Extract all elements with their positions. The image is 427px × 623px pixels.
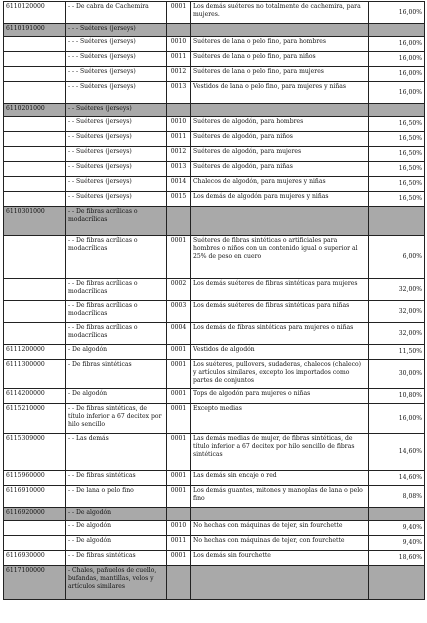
detail-description-cell: Los demás suéteres de fibras sintéticas para niñas [191,301,369,323]
rate-cell: 9,40% [369,521,425,536]
table-heading-row [4,566,425,600]
tariff-code-cell: 6116910000 [4,486,66,508]
rate-cell: 16,00% [369,404,425,434]
description-cell: - - De algodón [66,521,167,536]
description-cell: - - Suéteres (jerseys) [66,117,167,132]
table-row [4,2,425,24]
description-cell: - De fibras sintéticas [66,360,167,389]
tariff-code-cell [4,37,66,52]
rate-cell [369,24,425,37]
table-row [4,360,425,389]
description-cell: - - De fibras acrílicas o modacrílicas [66,207,167,236]
unit-code-cell: 0001 [167,486,191,508]
rate-cell: 18,60% [369,551,425,566]
unit-code-cell [167,104,191,117]
unit-code-cell: 0004 [167,323,191,345]
unit-code-cell: 0011 [167,536,191,551]
table-row [4,521,425,536]
unit-code-cell: 0003 [167,301,191,323]
description-cell: - - De lana o pelo fino [66,486,167,508]
tariff-code-cell [4,52,66,67]
rate-cell: 8,08% [369,486,425,508]
tariff-code-cell: 6117100000 [4,566,66,600]
description-cell: - - Las demás [66,434,167,471]
tariff-table [3,1,425,600]
tariff-code-cell [4,536,66,551]
table-row [4,132,425,147]
description-cell: - - De fibras acrílicas o modacrílicas [66,301,167,323]
table-row [4,536,425,551]
unit-code-cell [167,207,191,236]
unit-code-cell [167,508,191,521]
rate-cell: 10,80% [369,389,425,404]
unit-code-cell: 0010 [167,117,191,132]
table-row [4,323,425,345]
unit-code-cell: 0002 [167,279,191,301]
table-row [4,404,425,434]
rate-cell: 16,00% [369,67,425,82]
description-cell: - De algodón [66,389,167,404]
tariff-code-cell [4,132,66,147]
table-row [4,192,425,207]
description-cell: - - De cabra de Cachemira [66,2,167,24]
rate-cell: 14,60% [369,434,425,471]
tariff-code-cell: 6115309000 [4,434,66,471]
table-row [4,177,425,192]
table-heading-row [4,104,425,117]
detail-description-cell: Excepto medias [191,404,369,434]
unit-code-cell: 0013 [167,82,191,104]
description-cell: - - Suéteres (jerseys) [66,147,167,162]
table-row [4,162,425,177]
rate-cell: 16,50% [369,192,425,207]
description-cell: - - De algodón [66,508,167,521]
table-row [4,117,425,132]
tariff-code-cell: 6110191000 [4,24,66,37]
unit-code-cell: 0011 [167,132,191,147]
tariff-table-body [4,2,425,600]
tariff-code-cell [4,236,66,279]
tariff-code-cell [4,323,66,345]
detail-description-cell: Las demás medias de mujer, de fibras sintéticas, de título inferior a 67 decitex por hilo sencillo de fibras sintéticas [191,434,369,471]
table-row [4,434,425,471]
table-row [4,551,425,566]
detail-description-cell: Los demás de fibras sintéticas para mujeres o niñas [191,323,369,345]
detail-description-cell: Suéteres de lana o pelo fino, para niños [191,52,369,67]
rate-cell [369,207,425,236]
table-row [4,147,425,162]
table-row [4,236,425,279]
tariff-code-cell [4,162,66,177]
tariff-code-cell [4,82,66,104]
description-cell: - - Suéteres (jerseys) [66,162,167,177]
detail-description-cell: Vestidos de algodón [191,345,369,360]
tariff-code-cell [4,521,66,536]
tariff-code-cell [4,147,66,162]
unit-code-cell: 0001 [167,2,191,24]
unit-code-cell: 0010 [167,521,191,536]
detail-description-cell: Las demás sin encaje o red [191,471,369,486]
table-row [4,82,425,104]
table-row [4,301,425,323]
description-cell: - Chales, pañuelos de cuello, bufandas, mantillas, velos y artículos similares [66,566,167,600]
rate-cell: 16,00% [369,82,425,104]
rate-cell: 9,40% [369,536,425,551]
tariff-code-cell [4,301,66,323]
detail-description-cell: Los demás guantes, mitones y manoplas de lana o pelo fino [191,486,369,508]
description-cell: - - Suéteres (jerseys) [66,132,167,147]
rate-cell: 11,50% [369,345,425,360]
detail-description-cell: Suéteres de algodón, para hombres [191,117,369,132]
detail-description-cell: Suéteres de fibras sintéticas o artificiales para hombres o niños con un contenido igual o superior al 25% de peso en cuero [191,236,369,279]
rate-cell [369,104,425,117]
description-cell: - - De fibras sintéticas [66,471,167,486]
table-heading-row [4,508,425,521]
description-cell: - - - Suéteres (jerseys) [66,82,167,104]
table-heading-row [4,207,425,236]
detail-description-cell: Suéteres de algodón, para mujeres [191,147,369,162]
tariff-code-cell: 6111200000 [4,345,66,360]
rate-cell: 16,00% [369,37,425,52]
rate-cell: 16,50% [369,177,425,192]
rate-cell: 14,60% [369,471,425,486]
rate-cell: 32,00% [369,301,425,323]
description-cell: - - De fibras acrílicas o modacrílicas [66,236,167,279]
unit-code-cell: 0011 [167,52,191,67]
unit-code-cell: 0001 [167,471,191,486]
detail-description-cell: Suéteres de algodón, para niños [191,132,369,147]
unit-code-cell: 0001 [167,551,191,566]
detail-description-cell: No hechas con máquinas de tejer, con fourchette [191,536,369,551]
detail-description-cell: No hechas con máquinas de tejer, sin fourchette [191,521,369,536]
description-cell: - - De algodón [66,536,167,551]
unit-code-cell: 0015 [167,192,191,207]
detail-description-cell: Los demás sin fourchette [191,551,369,566]
unit-code-cell: 0001 [167,434,191,471]
tariff-code-cell [4,117,66,132]
detail-description-cell [191,104,369,117]
description-cell: - - - Suéteres (jerseys) [66,24,167,37]
detail-description-cell: Chalecos de algodón, para mujeres y niñas [191,177,369,192]
unit-code-cell: 0012 [167,67,191,82]
tariff-code-cell: 6115210000 [4,404,66,434]
description-cell: - - De fibras sintéticas, de título inferior a 67 decitex por hilo sencillo [66,404,167,434]
unit-code-cell: 0001 [167,389,191,404]
unit-code-cell [167,24,191,37]
detail-description-cell: Vestidos de lana o pelo fino, para mujeres y niñas [191,82,369,104]
table-row [4,67,425,82]
rate-cell: 16,50% [369,132,425,147]
detail-description-cell [191,207,369,236]
unit-code-cell [167,566,191,600]
rate-cell: 32,00% [369,323,425,345]
description-cell: - - De fibras sintéticas [66,551,167,566]
unit-code-cell: 0001 [167,360,191,389]
rate-cell: 6,00% [369,236,425,279]
description-cell: - - De fibras acrílicas o modacrílicas [66,279,167,301]
rate-cell [369,508,425,521]
description-cell: - - - Suéteres (jerseys) [66,37,167,52]
tariff-code-cell: 6114200000 [4,389,66,404]
unit-code-cell: 0001 [167,404,191,434]
unit-code-cell: 0013 [167,162,191,177]
unit-code-cell: 0001 [167,345,191,360]
tariff-code-cell [4,192,66,207]
tariff-code-cell: 6116930000 [4,551,66,566]
unit-code-cell: 0014 [167,177,191,192]
unit-code-cell: 0012 [167,147,191,162]
table-row [4,52,425,67]
rate-cell: 16,50% [369,117,425,132]
detail-description-cell: Los demás suéteres de fibras sintéticas para mujeres [191,279,369,301]
rate-cell: 32,00% [369,279,425,301]
table-row [4,279,425,301]
detail-description-cell: Los demás de algodón para mujeres y niñas [191,192,369,207]
rate-cell: 30,00% [369,360,425,389]
tariff-code-cell [4,279,66,301]
table-row [4,345,425,360]
description-cell: - - Suéteres (jerseys) [66,177,167,192]
tariff-code-cell [4,177,66,192]
detail-description-cell: Los suéteres, pullovers, sudaderas, chalecos (chaleco) y artículos similares, excepto los importados como partes de conjuntos [191,360,369,389]
detail-description-cell: Suéteres de algodón, para niñas [191,162,369,177]
tariff-code-cell: 6111300000 [4,360,66,389]
tariff-code-cell [4,67,66,82]
detail-description-cell [191,24,369,37]
tariff-code-cell: 6116920000 [4,508,66,521]
description-cell: - - - Suéteres (jerseys) [66,67,167,82]
detail-description-cell [191,508,369,521]
rate-cell [369,566,425,600]
table-row [4,486,425,508]
rate-cell: 16,50% [369,147,425,162]
tariff-code-cell: 6110301000 [4,207,66,236]
table-row [4,471,425,486]
description-cell: - De algodón [66,345,167,360]
detail-description-cell: Suéteres de lana o pelo fino, para mujeres [191,67,369,82]
detail-description-cell: Suéteres de lana o pelo fino, para hombres [191,37,369,52]
unit-code-cell: 0010 [167,37,191,52]
rate-cell: 16,00% [369,52,425,67]
description-cell: - - De fibras acrílicas o modacrílicas [66,323,167,345]
rate-cell: 16,00% [369,2,425,24]
description-cell: - - Suéteres (jerseys) [66,192,167,207]
description-cell: - - - Suéteres (jerseys) [66,52,167,67]
table-row [4,37,425,52]
detail-description-cell [191,566,369,600]
rate-cell: 16,50% [369,162,425,177]
tariff-code-cell: 6115960000 [4,471,66,486]
description-cell: - - Suéteres (jerseys) [66,104,167,117]
unit-code-cell: 0001 [167,236,191,279]
tariff-code-cell: 6110120000 [4,2,66,24]
detail-description-cell: Los demás suéteres no totalmente de cachemira, para mujeres. [191,2,369,24]
tariff-code-cell: 6110201000 [4,104,66,117]
table-heading-row [4,24,425,37]
detail-description-cell: Tops de algodón para mujeres o niñas [191,389,369,404]
table-row [4,389,425,404]
